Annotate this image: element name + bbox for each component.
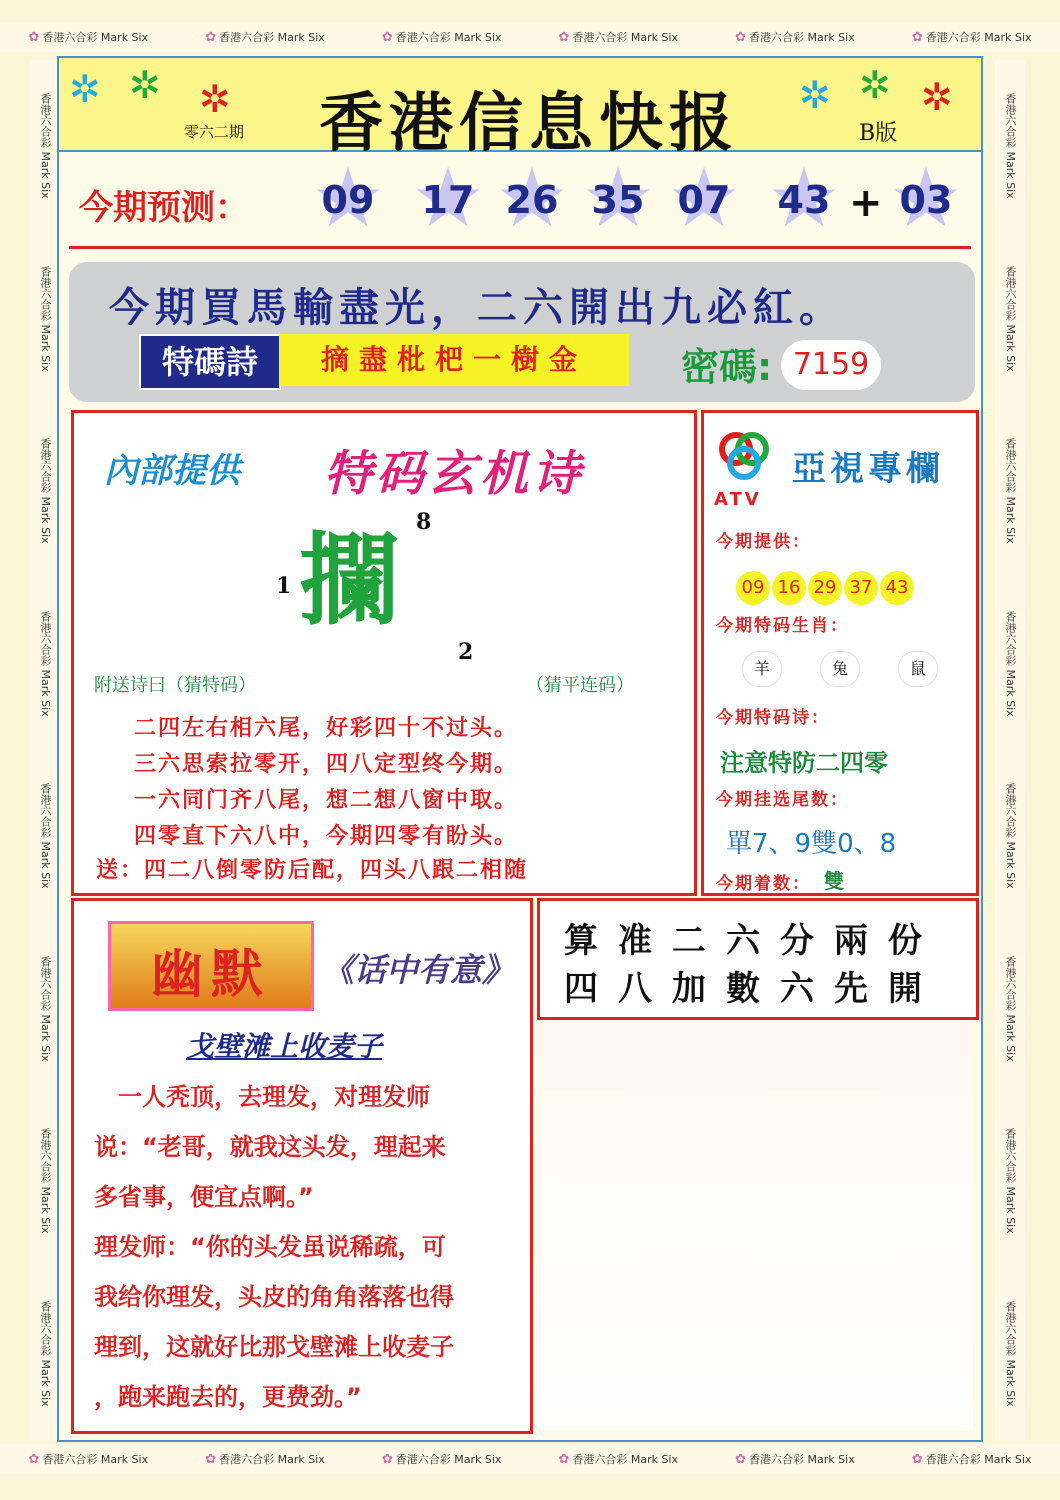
- watermark-text: 香港六合彩 Mark Six: [1004, 610, 1017, 717]
- special-poem-label: 特碼詩: [139, 334, 281, 390]
- even-value: 雙: [824, 869, 844, 893]
- watermark-text: ✿ 香港六合彩 Mark Six: [911, 1452, 1032, 1467]
- number-ball: 43: [880, 571, 914, 605]
- watermark-text: ✿ 香港六合彩 Mark Six: [735, 30, 855, 45]
- riddle-top-number: 8: [416, 509, 432, 535]
- watermark-text: ✿ 香港六合彩 Mark Six: [28, 30, 149, 45]
- zodiac-badge: 羊: [742, 651, 782, 687]
- gift-label: 附送诗曰（猜特码）: [94, 675, 256, 696]
- watermark-text: ✿ 香港六合彩 Mark Six: [558, 1452, 679, 1467]
- riddle-right-number: 2: [458, 639, 474, 665]
- watermark-text: ✿ 香港六合彩 Mark Six: [735, 1452, 855, 1467]
- zodiac-badge: 鼠: [898, 651, 938, 687]
- watermark-strip-bottom: [0, 1444, 1060, 1474]
- watermark-text: 香港六合彩 Mark Six: [39, 783, 52, 890]
- provided-numbers: [736, 571, 914, 605]
- zodiac-badge: 兔: [820, 651, 860, 687]
- story-line: ，跑来跑去的，更费劲。”: [94, 1383, 362, 1411]
- slogan-text: 今期買馬輸盡光，二六開出九必紅。: [109, 285, 845, 331]
- forecast-row: [59, 152, 981, 244]
- forecast-number: ★ 26: [491, 170, 573, 230]
- poem-line: 一六同门齐八尾，想二想八窗中取。: [134, 788, 519, 813]
- watermark-text: ✿ 香港六合彩 Mark Six: [381, 1452, 502, 1467]
- star-icon: ✲: [69, 67, 101, 111]
- even-label: 今期着数：: [716, 874, 811, 894]
- calc-line: 算准二六分兩份: [564, 921, 942, 961]
- story-line: 理发师：“你的头发虽说稀疏，可: [94, 1233, 446, 1261]
- plus-sign: +: [849, 180, 883, 226]
- poem-line: 三六思索拉零开，四八定型终今期。: [134, 752, 519, 777]
- riddle-left-number: 1: [276, 573, 292, 599]
- calc-line: 四八加數六先開: [564, 969, 942, 1009]
- number-ball: 29: [808, 571, 842, 605]
- divider: [69, 246, 971, 249]
- zodiac-list: [742, 651, 938, 687]
- tails-value: 單7、9雙0、8: [726, 829, 897, 859]
- watermark-text: ✿ 香港六合彩 Mark Six: [205, 30, 325, 45]
- riddle-title: 特码玄机诗: [324, 446, 585, 502]
- watermark-text: ✿ 香港六合彩 Mark Six: [381, 30, 502, 45]
- watermark-text: 香港六合彩 Mark Six: [1004, 1128, 1017, 1235]
- atv-logo-icon: [716, 429, 772, 485]
- watermark-strip-top: [0, 22, 1060, 52]
- tails-label: 今期挂选尾数：: [716, 790, 849, 810]
- story-line: 理到，这就好比那戈壁滩上收麦子: [94, 1333, 454, 1361]
- watermark-text: 香港六合彩 Mark Six: [39, 955, 52, 1062]
- story-line: 说：“老哥，就我这头发，理起来: [94, 1133, 446, 1161]
- star-icon: ✲: [859, 63, 891, 107]
- watermark-text: 香港六合彩 Mark Six: [39, 93, 52, 200]
- zodiac-label: 今期特码生肖：: [716, 616, 849, 636]
- edition-label: B版: [859, 121, 898, 146]
- poem-line: 送：四二八倒零防后配，四头八跟二相随: [96, 858, 529, 883]
- calculation-panel: [537, 898, 979, 1020]
- inner-title: 內部提供: [104, 451, 240, 491]
- watermark-text: 香港六合彩 Mark Six: [1004, 93, 1017, 200]
- page-title: 香港信息快报: [319, 86, 739, 161]
- guess-label: （猜平连码）: [526, 675, 634, 696]
- watermark-text: ✿ 香港六合彩 Mark Six: [28, 1452, 149, 1467]
- riddle-panel: [71, 410, 697, 896]
- star-icon: ✲: [199, 77, 231, 121]
- poem-label: 今期特码诗：: [716, 708, 830, 728]
- forecast-label: 今期预测：: [79, 188, 249, 228]
- watermark-text: 香港六合彩 Mark Six: [1004, 955, 1017, 1062]
- watermark-text: 香港六合彩 Mark Six: [39, 1300, 52, 1407]
- watermark-text: ✿ 香港六合彩 Mark Six: [205, 1452, 325, 1467]
- watermark-text: 香港六合彩 Mark Six: [1004, 438, 1017, 545]
- newsletter-page: [57, 56, 983, 1442]
- humor-subtitle: 《话中有意》: [322, 951, 515, 989]
- number-ball: 09: [736, 571, 770, 605]
- story-line: 一人秃顶，去理发，对理发师: [94, 1083, 430, 1111]
- secret-code-label: 密碼:: [681, 345, 773, 389]
- forecast-number: ★ 09: [307, 170, 389, 230]
- watermark-text: 香港六合彩 Mark Six: [1004, 265, 1017, 372]
- forecast-number: ★ 35: [577, 170, 659, 230]
- watermark-text: 香港六合彩 Mark Six: [39, 265, 52, 372]
- forecast-number: ★ 43: [763, 170, 845, 230]
- watermark-text: ✿ 香港六合彩 Mark Six: [558, 30, 679, 45]
- story-title: 戈壁滩上收麦子: [186, 1030, 383, 1063]
- forecast-number: ★ 07: [663, 170, 745, 230]
- humor-panel: [71, 898, 533, 1434]
- header: [59, 58, 981, 161]
- watermark-text: 香港六合彩 Mark Six: [39, 438, 52, 545]
- watermark-text: 香港六合彩 Mark Six: [1004, 783, 1017, 890]
- issue-number: 零六二期: [184, 123, 245, 141]
- star-icon: ✲: [129, 63, 161, 107]
- provide-label: 今期提供：: [716, 532, 811, 552]
- story-line: 我给你理发，头皮的角角落落也得: [94, 1283, 454, 1311]
- poem-line: 四零直下六八中，今期四零有盼头。: [134, 824, 519, 849]
- atv-logo-text: ATV: [714, 489, 762, 510]
- blank-panel: [537, 1020, 973, 1430]
- star-icon: ✲: [799, 73, 831, 117]
- secret-code-value: 7159: [781, 340, 881, 390]
- watermark-text: 香港六合彩 Mark Six: [1004, 1300, 1017, 1407]
- special-poem-text: 摘盡枇杷一樹金: [279, 334, 629, 386]
- watermark-text: ✿ 香港六合彩 Mark Six: [911, 30, 1032, 45]
- number-ball: 16: [772, 571, 806, 605]
- star-icon: ✲: [921, 75, 953, 119]
- watermark-column-left: [30, 60, 60, 1440]
- watermark-column-right: [995, 60, 1025, 1440]
- atv-column: [701, 410, 979, 896]
- atv-title: 亞視專欄: [792, 449, 944, 489]
- forecast-special-number: ★ 03: [885, 170, 967, 230]
- warning-text: 注意特防二四零: [720, 749, 888, 777]
- number-ball: 37: [844, 571, 878, 605]
- poem-line: 二四左右相六尾，好彩四十不过头。: [134, 716, 519, 741]
- humor-badge: 幽默: [108, 921, 314, 1011]
- forecast-number: ★ 17: [407, 170, 489, 230]
- slogan-panel: [69, 262, 975, 402]
- story-line: 多省事，便宜点啊。”: [94, 1183, 314, 1211]
- watermark-text: 香港六合彩 Mark Six: [39, 1128, 52, 1235]
- riddle-character: 攔: [299, 522, 399, 639]
- watermark-text: 香港六合彩 Mark Six: [39, 610, 52, 717]
